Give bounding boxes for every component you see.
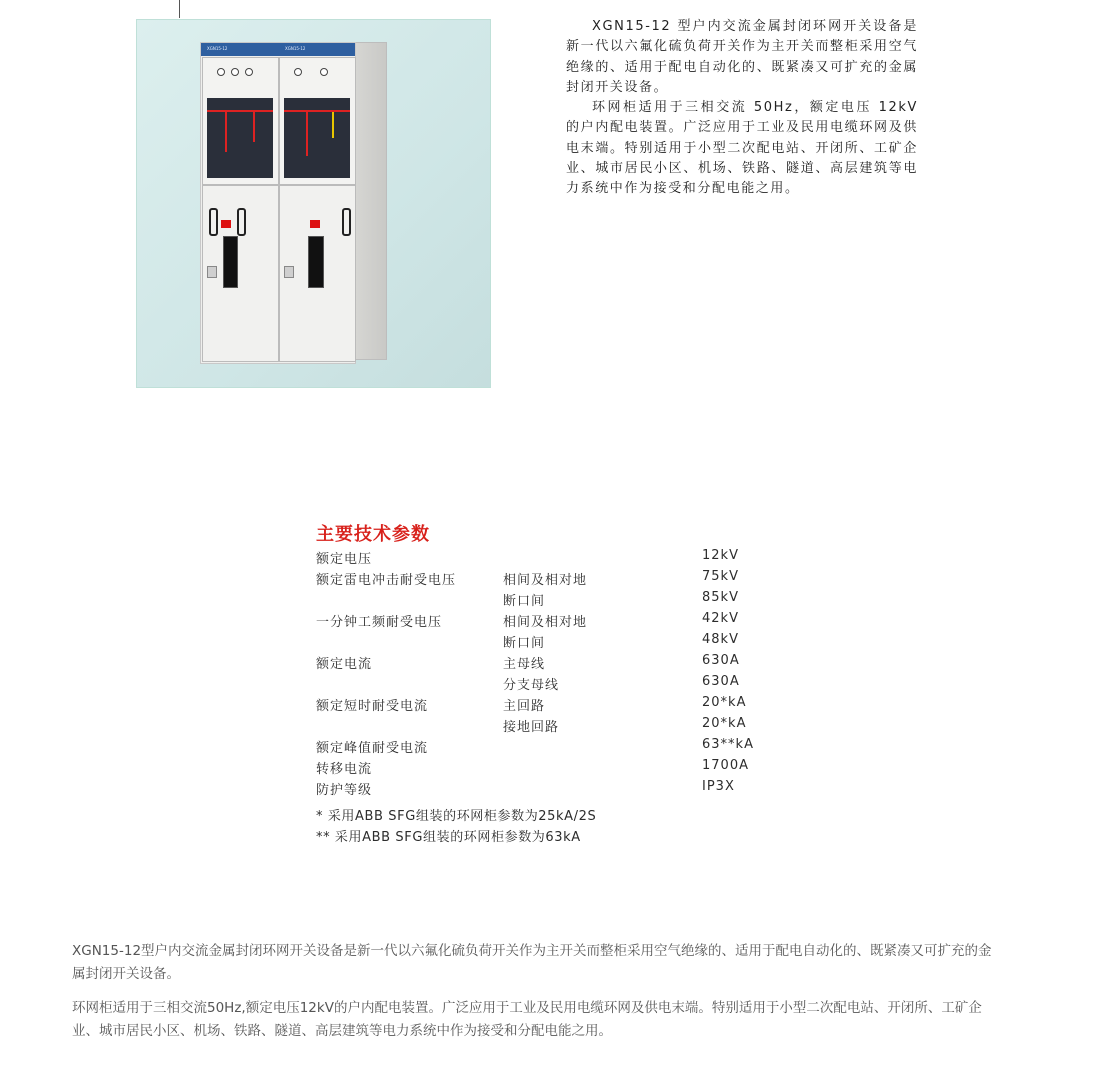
param-row [316,693,786,714]
param-row [316,567,786,588]
cabinet-header-strip [201,43,355,56]
param-condition: 断口间 [503,636,546,651]
param-value: IP3X [702,779,735,794]
warning-tag-icon [221,220,231,228]
lower-door-left [202,185,279,362]
param-condition: 相间及相对地 [503,573,588,588]
body-paragraph: XGN15-12型户内交流金属封闭环网开关设备是新一代以六氟化硫负荷开关作为主开关而整柜采用空气绝缘的、适用于配电自动化的、既紧凑又可扩充的金属封闭开关设备。 [72,943,992,982]
param-condition: 主母线 [503,657,546,672]
param-name: 一分钟工频耐受电压 [316,615,443,630]
param-name: 额定电流 [316,657,373,672]
description-paragraph: 环网柜适用于三相交流 50Hz，额定电压 12kV 的户内配电装置。广泛应用于工业及民用电缆环网及供电末端。特别适用于小型二次配电站、开闭所、工矿企业、城市居民小区、机场、铁路、隧道、高层建筑等电力系统中作为接受和分配电能之用。 [566,100,918,197]
param-value: 85kV [702,590,739,605]
gauge-icon [320,68,328,76]
product-description-scan [566,17,918,200]
param-row [316,777,786,798]
param-name: 额定短时耐受电流 [316,699,429,714]
param-name: 额定雷电冲击耐受电压 [316,573,457,588]
param-value: 75kV [702,569,739,584]
panel-label-right: XGN15-12 [285,46,306,51]
viewing-window [223,236,238,288]
param-condition: 主回路 [503,699,546,714]
params-table [316,546,786,798]
body-text [72,940,992,1054]
param-row [316,546,786,567]
cabinet-side-panel [354,42,387,360]
door-handle-icon [342,208,351,236]
param-row [316,735,786,756]
param-row [316,609,786,630]
gauge-icon [217,68,225,76]
warning-tag-icon [310,220,320,228]
param-value: 630A [702,674,740,689]
panel-label-left: XGN15-12 [207,46,228,51]
gauge-icon [245,68,253,76]
param-row [316,630,786,651]
param-condition: 分支母线 [503,678,560,693]
param-name: 额定电压 [316,552,373,567]
param-condition: 接地回路 [503,720,560,735]
param-row [316,756,786,777]
param-name: 转移电流 [316,762,373,777]
param-value: 20*kA [702,695,747,710]
params-title: 主要技术参数 [316,524,430,545]
description-paragraph: XGN15-12 型户内交流金属封闭环网开关设备是新一代以六氟化硫负荷开关作为主开关而整柜采用空气绝缘的、适用于配电自动化的、既紧凑又可扩充的金属封闭开关设备。 [566,19,918,95]
param-value: 1700A [702,758,749,773]
door-handle-icon [209,208,218,236]
footnote: ** 采用ABB SFG组装的环网柜参数为63kA [316,830,581,845]
gauge-icon [231,68,239,76]
param-condition: 断口间 [503,594,546,609]
param-value: 42kV [702,611,739,626]
param-row [316,672,786,693]
upper-control-panel-left [202,57,279,185]
door-handle-icon [237,208,246,236]
param-name: 额定峰值耐受电流 [316,741,429,756]
product-photo [136,19,491,388]
lower-door-right [279,185,356,362]
param-row [316,588,786,609]
param-row [316,651,786,672]
param-value: 12kV [702,548,739,563]
param-value: 63**kA [702,737,754,752]
lock-icon [284,266,294,278]
gauge-icon [294,68,302,76]
viewing-window [308,236,324,288]
param-value: 20*kA [702,716,747,731]
param-name: 防护等级 [316,783,373,798]
top-divider-tick [179,0,180,18]
param-row [316,714,786,735]
mimic-diagram [284,98,350,178]
body-paragraph: 环网柜适用于三相交流50Hz,额定电压12kV的户内配电装置。广泛应用于工业及民用电缆环网及供电末端。特别适用于小型二次配电站、开闭所、工矿企业、城市居民小区、机场、铁路、隧道、高层建筑等电力系统中作为接受和分配电能之用。 [72,1000,982,1039]
mimic-diagram [207,98,273,178]
param-condition: 相间及相对地 [503,615,588,630]
params-footnotes [316,806,596,848]
footnote: * 采用ABB SFG组装的环网柜参数为25kA/2S [316,809,597,824]
param-value: 630A [702,653,740,668]
upper-control-panel-right [279,57,356,185]
switchgear-cabinet [200,42,356,364]
param-value: 48kV [702,632,739,647]
lock-icon [207,266,217,278]
